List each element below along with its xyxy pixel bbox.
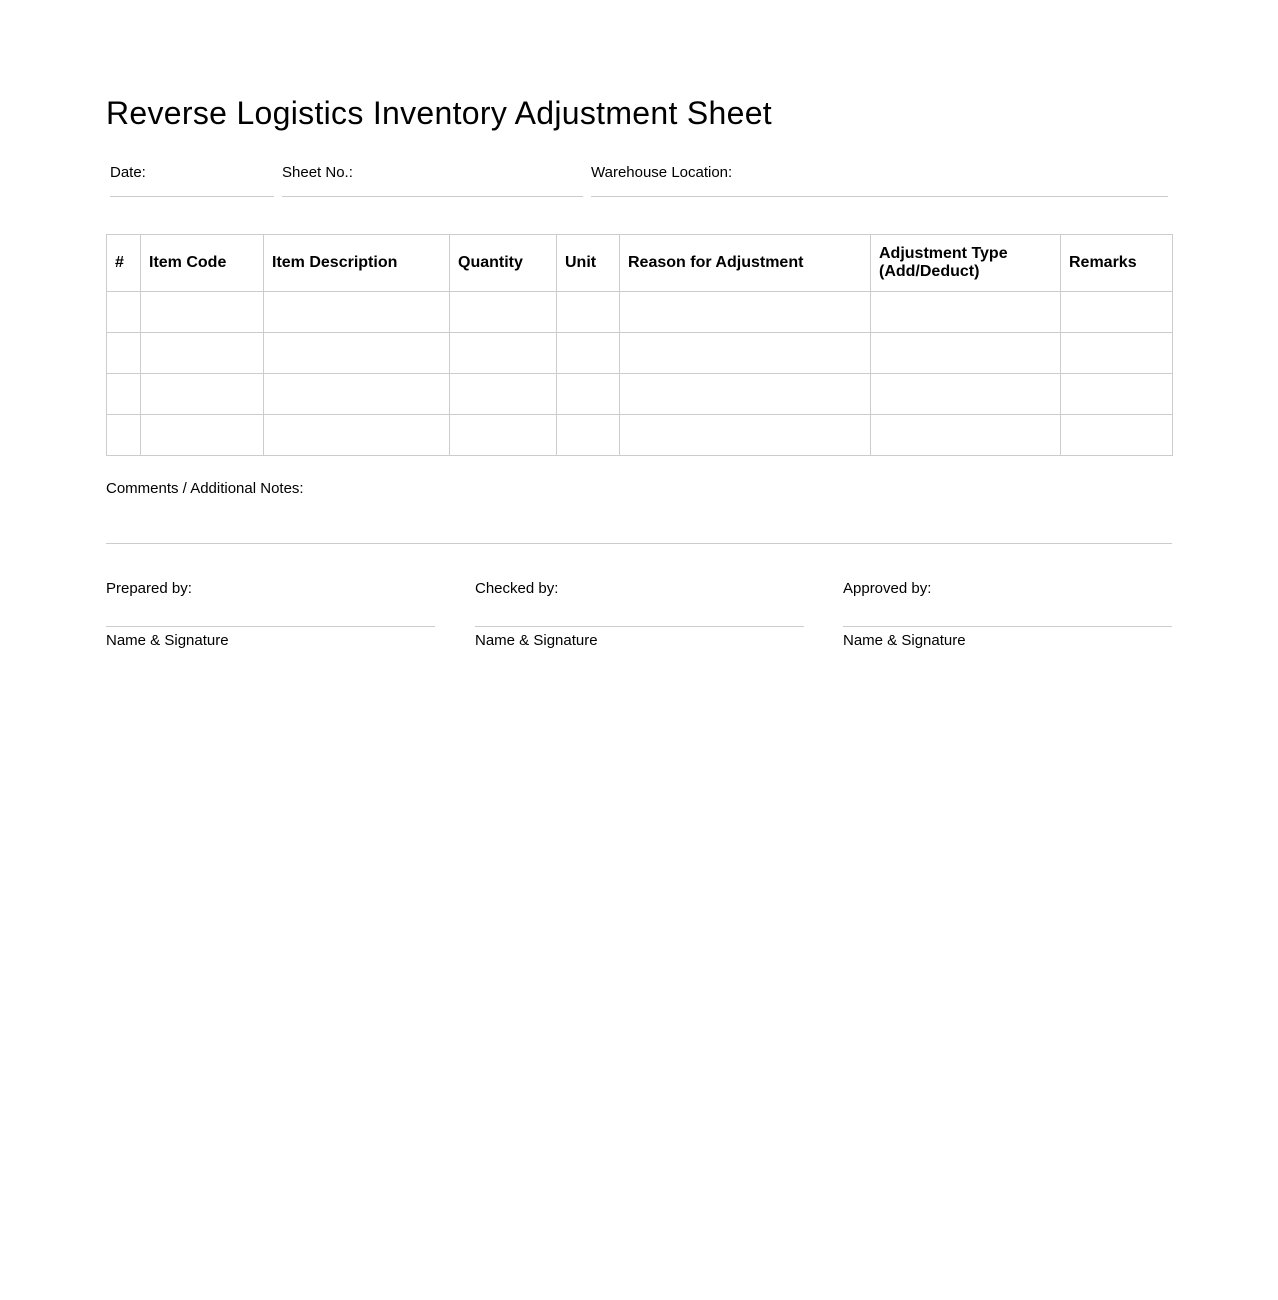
cell-number[interactable] — [107, 333, 141, 374]
cell-item-code[interactable] — [141, 333, 264, 374]
cell-adjustment-type[interactable] — [871, 415, 1061, 456]
cell-item-code[interactable] — [141, 415, 264, 456]
cell-unit[interactable] — [557, 374, 620, 415]
cell-remarks[interactable] — [1061, 374, 1173, 415]
cell-reason[interactable] — [620, 415, 871, 456]
date-label: Date: — [110, 164, 146, 181]
cell-remarks[interactable] — [1061, 333, 1173, 374]
cell-adjustment-type[interactable] — [871, 292, 1061, 333]
prepared-by-caption: Name & Signature — [106, 632, 229, 649]
cell-unit[interactable] — [557, 292, 620, 333]
cell-adjustment-type[interactable] — [871, 333, 1061, 374]
col-header-reason: Reason for Adjustment — [620, 235, 871, 292]
signature-approved-by — [843, 580, 1172, 649]
warehouse-location-field[interactable] — [591, 164, 1168, 197]
cell-number[interactable] — [107, 415, 141, 456]
cell-quantity[interactable] — [450, 292, 557, 333]
warehouse-location-label: Warehouse Location: — [591, 164, 733, 181]
cell-item-description[interactable] — [264, 415, 450, 456]
cell-quantity[interactable] — [450, 333, 557, 374]
sheet-no-label: Sheet No.: — [282, 164, 353, 181]
cell-number[interactable] — [107, 374, 141, 415]
cell-reason[interactable] — [620, 292, 871, 333]
approved-by-caption: Name & Signature — [843, 632, 966, 649]
sheet-no-field[interactable] — [282, 164, 583, 197]
cell-remarks[interactable] — [1061, 415, 1173, 456]
col-header-item-code: Item Code — [141, 235, 264, 292]
table-row — [107, 374, 1173, 415]
col-header-unit: Unit — [557, 235, 620, 292]
cell-reason[interactable] — [620, 374, 871, 415]
cell-item-description[interactable] — [264, 292, 450, 333]
approved-by-label: Approved by: — [843, 580, 932, 597]
cell-quantity[interactable] — [450, 415, 557, 456]
cell-item-code[interactable] — [141, 374, 264, 415]
checked-by-signature-line[interactable] — [475, 626, 804, 627]
adjustment-table — [106, 234, 1173, 456]
col-header-adjustment-type: Adjustment Type (Add/Deduct) — [871, 235, 1061, 292]
page-title: Reverse Logistics Inventory Adjustment Sheet — [106, 95, 772, 131]
cell-adjustment-type[interactable] — [871, 374, 1061, 415]
notes-label: Comments / Additional Notes: — [106, 480, 304, 497]
cell-unit[interactable] — [557, 415, 620, 456]
table-row — [107, 415, 1173, 456]
table-header-row — [107, 235, 1173, 292]
col-header-remarks: Remarks — [1061, 235, 1173, 292]
signature-prepared-by — [106, 580, 435, 649]
cell-item-code[interactable] — [141, 292, 264, 333]
prepared-by-signature-line[interactable] — [106, 626, 435, 627]
cell-reason[interactable] — [620, 333, 871, 374]
cell-number[interactable] — [107, 292, 141, 333]
cell-item-description[interactable] — [264, 374, 450, 415]
col-header-item-description: Item Description — [264, 235, 450, 292]
cell-unit[interactable] — [557, 333, 620, 374]
col-header-quantity: Quantity — [450, 235, 557, 292]
col-header-number: # — [107, 235, 141, 292]
date-field[interactable] — [110, 164, 274, 197]
signature-checked-by — [475, 580, 804, 649]
checked-by-label: Checked by: — [475, 580, 559, 597]
cell-item-description[interactable] — [264, 333, 450, 374]
cell-remarks[interactable] — [1061, 292, 1173, 333]
table-row — [107, 292, 1173, 333]
prepared-by-label: Prepared by: — [106, 580, 192, 597]
table-row — [107, 333, 1173, 374]
checked-by-caption: Name & Signature — [475, 632, 598, 649]
approved-by-signature-line[interactable] — [843, 626, 1172, 627]
cell-quantity[interactable] — [450, 374, 557, 415]
notes-field[interactable] — [106, 543, 1172, 544]
